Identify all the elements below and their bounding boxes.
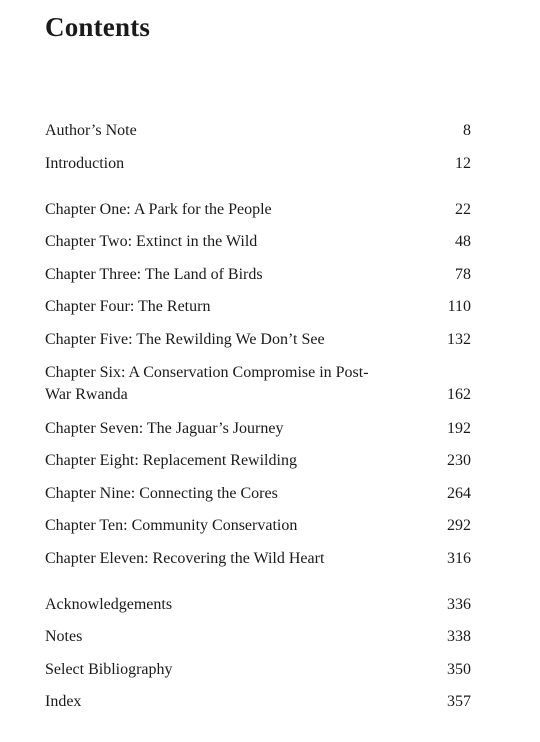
toc-entry-title: Chapter Four: The Return: [45, 298, 211, 315]
toc-entry-page: 264: [447, 485, 471, 502]
toc-entry-page: 78: [455, 266, 471, 283]
toc-entry-title: Chapter Eight: Replacement Rewilding: [45, 452, 297, 469]
page-title: Contents: [45, 12, 151, 42]
toc-entry-title: Chapter Three: The Land of Birds: [45, 266, 263, 283]
toc-entry-page: 110: [447, 298, 471, 315]
toc-entry-title: Introduction: [45, 155, 125, 172]
toc-entry-title: Author’s Note: [45, 122, 137, 139]
toc-entry-page: 162: [447, 386, 471, 403]
toc-entry-page: 338: [447, 628, 471, 645]
toc-entry-title: Select Bibliography: [45, 661, 173, 678]
toc-entry-page: 230: [447, 452, 471, 469]
toc-entry-page: 48: [455, 233, 471, 250]
toc-entry-page: 8: [463, 122, 471, 139]
toc-entry-title: Chapter Eleven: Recovering the Wild Heart: [45, 550, 325, 567]
toc-entry-page: 316: [447, 550, 471, 567]
toc-entry-title: Chapter Seven: The Jaguar’s Journey: [45, 420, 284, 437]
toc-entry-title: Chapter Five: The Rewilding We Don’t See: [45, 331, 325, 348]
toc-entry-title: Chapter Two: Extinct in the Wild: [45, 233, 258, 250]
toc-entry-title: Chapter One: A Park for the People: [45, 201, 272, 218]
toc-entry-page: 192: [447, 420, 471, 437]
toc-entry-title: Acknowledgements: [45, 596, 173, 613]
toc-entry-page: 336: [447, 596, 471, 613]
toc-entry-title: Chapter Ten: Community Conservation: [45, 517, 298, 534]
toc-entry-page: 292: [447, 517, 471, 534]
toc-entry-page: 22: [455, 201, 471, 218]
toc-entry-page: 350: [447, 661, 471, 678]
toc-entry-page: 357: [447, 693, 471, 710]
toc-entry-page: 132: [447, 331, 471, 348]
toc-entry-chapter-six[interactable]: [45, 362, 471, 406]
toc-entry-title: Index: [45, 693, 82, 710]
toc-entry-page: 12: [455, 155, 471, 172]
toc-entry-title: Notes: [45, 628, 83, 645]
toc-entry-title: Chapter Six: A Conservation Compromise in Post-War Rwanda: [45, 364, 369, 403]
toc-entry-title: Chapter Nine: Connecting the Cores: [45, 485, 278, 502]
